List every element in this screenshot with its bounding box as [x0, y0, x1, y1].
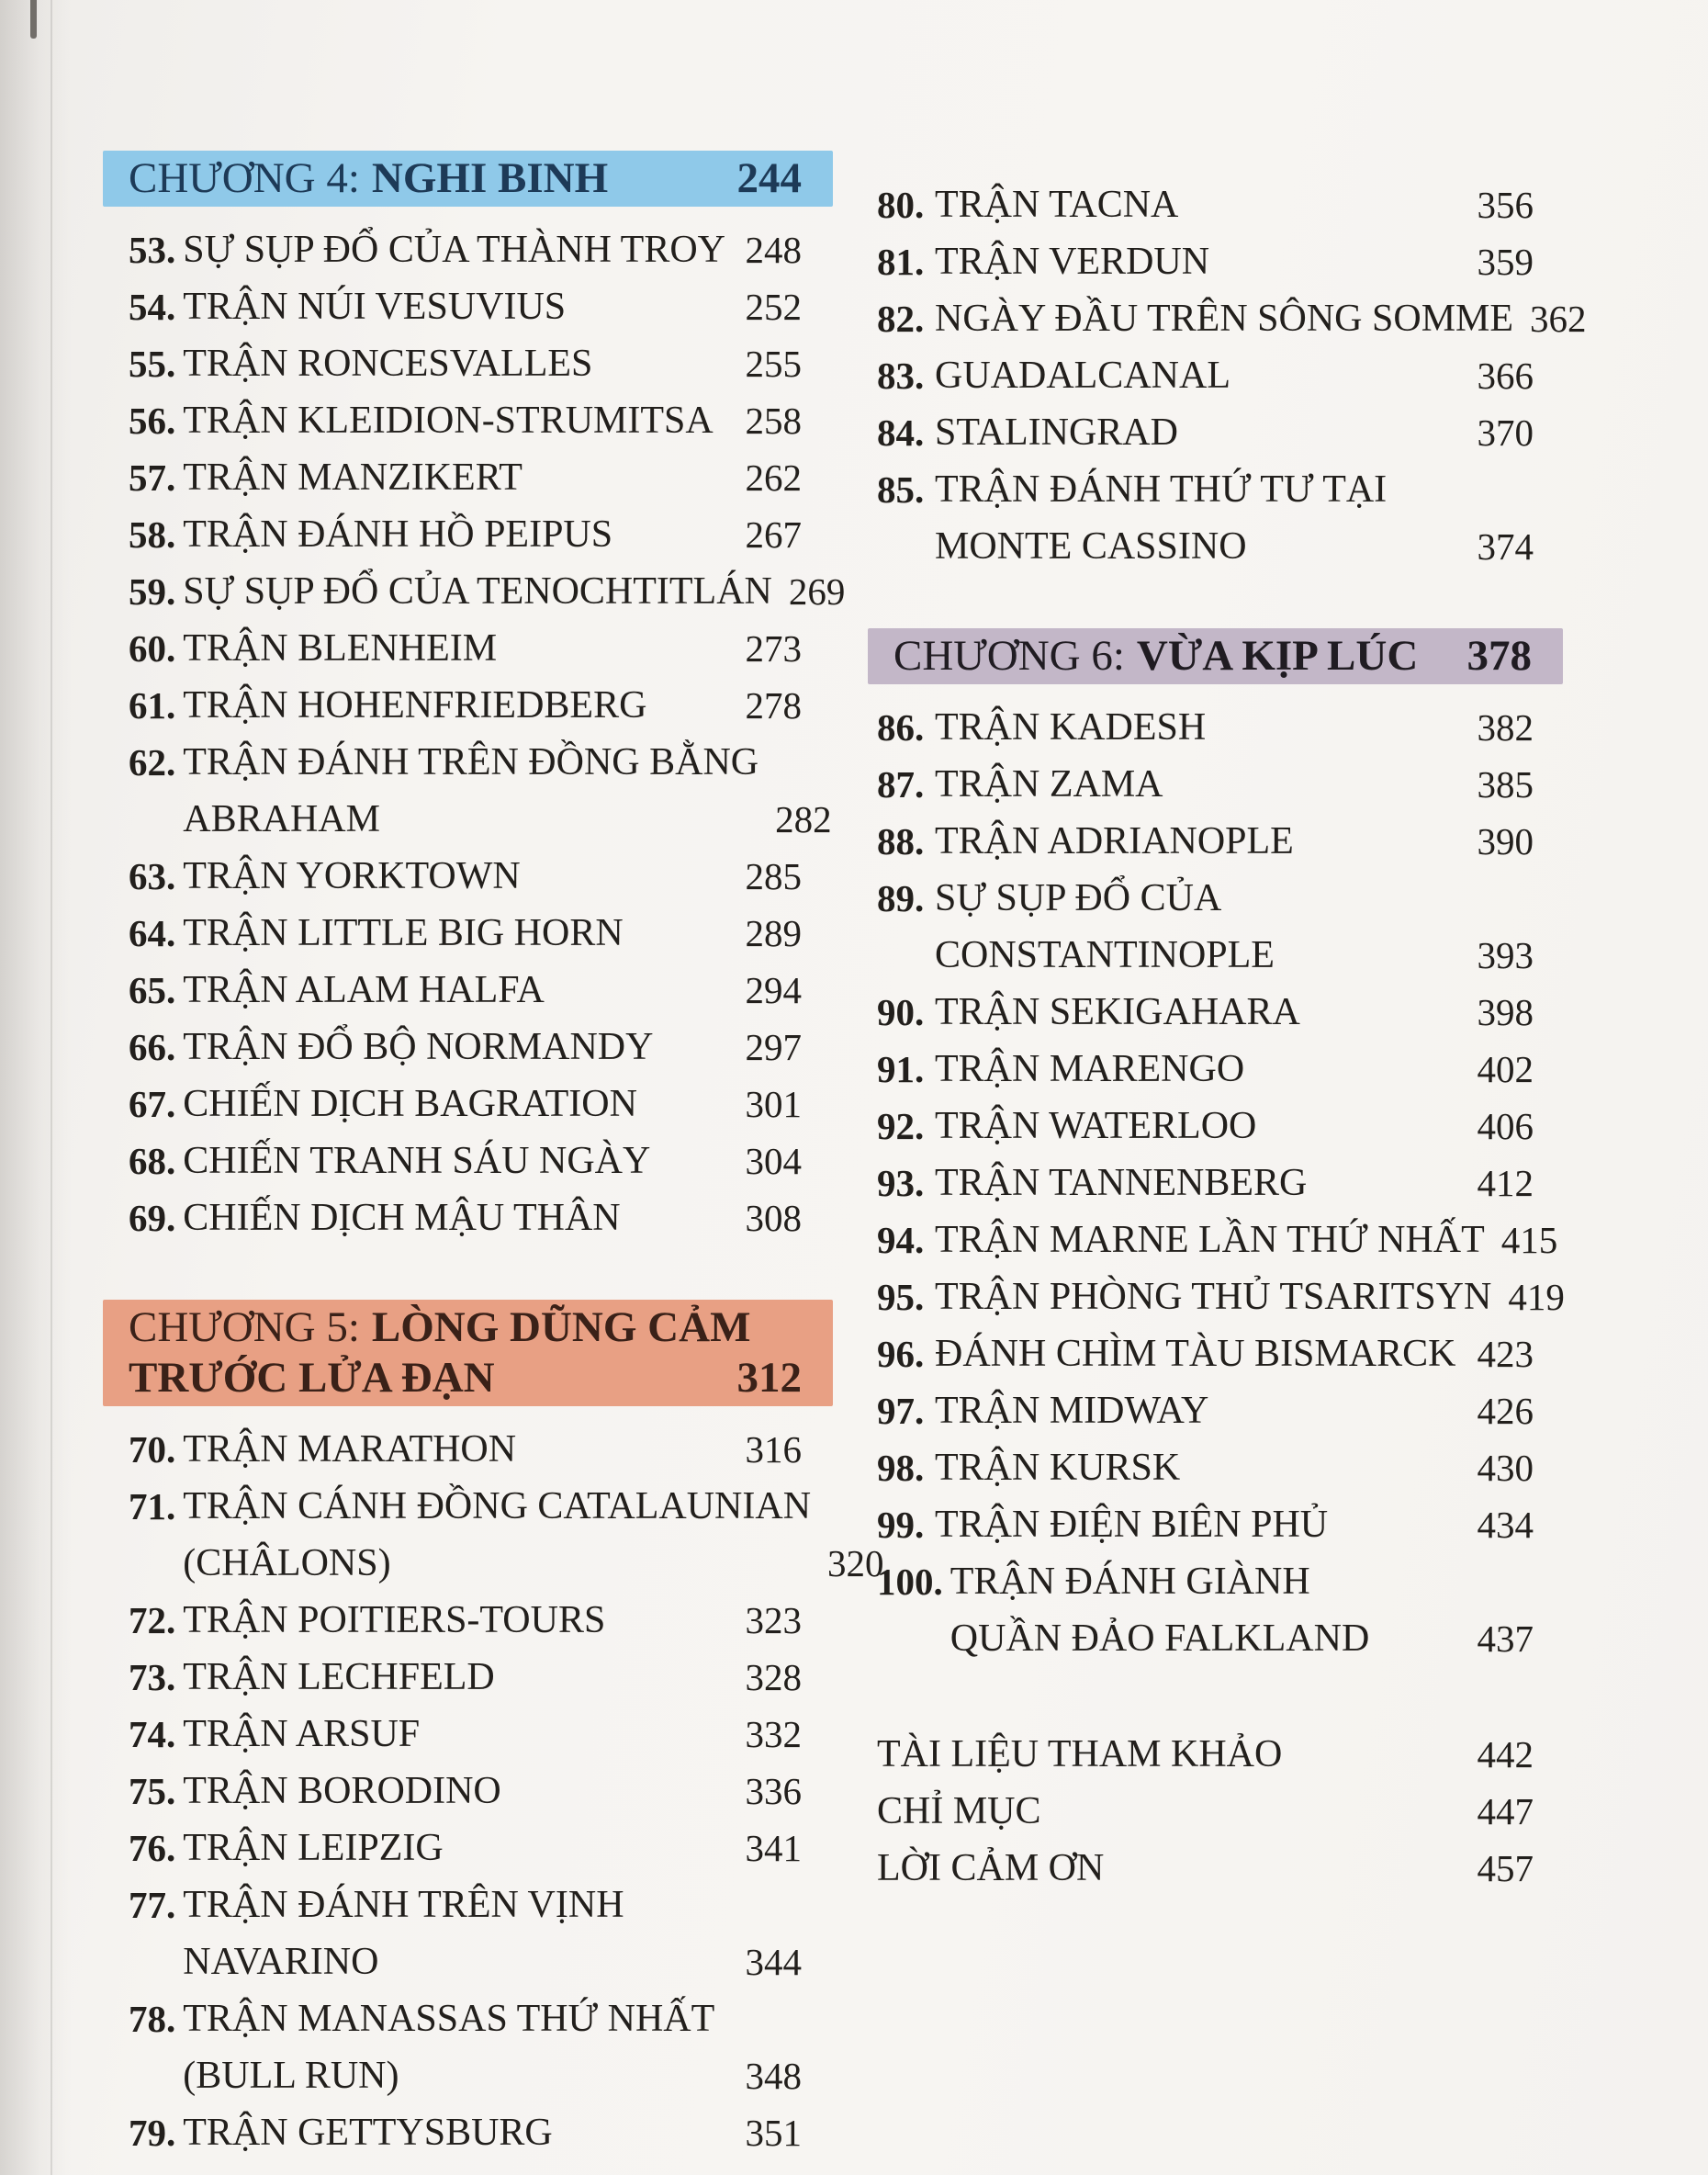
entry-title [183, 677, 745, 734]
entry-page: 370 [1477, 411, 1534, 454]
entry-title [183, 1421, 745, 1478]
entry-page: 426 [1477, 1390, 1534, 1432]
entry-number: 65. [129, 969, 176, 1011]
entry-title-line: SỰ SỤP ĐỔ CỦA [935, 877, 1222, 919]
entry-title-line: CHIẾN DỊCH MẬU THÂN [183, 1197, 621, 1239]
entry-number: 61. [129, 684, 176, 727]
entry-number: 88. [877, 820, 925, 862]
entry-title-line: TRẬN WATERLOO [935, 1105, 1257, 1147]
backmatter-page: 442 [1477, 1733, 1534, 1775]
entry-number: 90. [877, 991, 925, 1033]
entry-title-line: TRẬN KADESH [935, 706, 1207, 749]
entry-page: 382 [1477, 706, 1534, 749]
entry-title [183, 1706, 745, 1763]
chapter-title-2: TRƯỚC LỬA ĐẠN [129, 1354, 495, 1402]
entry-page: 332 [745, 1713, 802, 1755]
entry-number: 89. [877, 877, 925, 919]
entry-number: 70. [129, 1428, 176, 1471]
entry-page: 269 [788, 570, 846, 613]
toc-entry [868, 756, 1563, 813]
entry-title-line: SỰ SỤP ĐỔ CỦA THÀNH TROY [183, 229, 725, 271]
entry-number: 79. [129, 2112, 176, 2154]
entry-title [935, 1382, 1478, 1439]
toc-entry [103, 278, 833, 335]
entry-title [935, 1155, 1478, 1211]
entry-title [183, 1019, 745, 1076]
entry-title [183, 1990, 745, 2104]
backmatter-title: LỜI CẢM ƠN [877, 1847, 1105, 1889]
entry-title [183, 734, 775, 848]
entry-title-line: TRẬN MIDWAY [935, 1390, 1209, 1432]
toc-entry [868, 404, 1563, 461]
entry-page: 359 [1477, 241, 1534, 283]
entry-title-line: TRẬN MANASSAS THỨ NHẤT [183, 1998, 715, 2040]
entry-number: 93. [877, 1162, 925, 1204]
entry-title-line: TRẬN HOHENFRIEDBERG [183, 684, 647, 727]
entry-title-line: TRẬN ĐÁNH THỨ TƯ TẠI [935, 468, 1388, 511]
toc-entry [103, 563, 846, 620]
entry-title-line: TRẬN ĐÁNH TRÊN VỊNH [183, 1884, 624, 1926]
entry-page: 398 [1477, 991, 1534, 1033]
entry-page: 273 [745, 627, 802, 670]
entry-number: 60. [129, 627, 176, 670]
entry-page: 415 [1500, 1219, 1558, 1261]
toc-entry [103, 1706, 833, 1763]
toc-entry [103, 1076, 833, 1133]
toc-entry [103, 1820, 833, 1876]
entry-page: 323 [745, 1599, 802, 1641]
entry-title [935, 1268, 1508, 1325]
entry-title [935, 1439, 1478, 1496]
scan-edge-line [51, 0, 52, 2175]
entry-title-line: TRẬN TACNA [935, 184, 1179, 226]
entry-page: 285 [745, 855, 802, 897]
toc-entry [868, 1155, 1563, 1211]
toc-entry [868, 347, 1563, 404]
entry-title [183, 848, 745, 905]
chapter-title: VỪA KỊP LÚC [1136, 632, 1419, 680]
entry-title-line: TRẬN MARNE LẦN THỨ NHẤT [935, 1219, 1485, 1261]
entry-page: 248 [745, 229, 802, 271]
entry-number: 94. [877, 1219, 925, 1261]
scan-artifact [30, 0, 37, 39]
entry-title-line: TRẬN TANNENBERG [935, 1162, 1308, 1204]
toc-entry [868, 1268, 1563, 1325]
entry-title-line: TRẬN ADRIANOPLE [935, 820, 1294, 862]
toc-entry [103, 1649, 833, 1706]
entry-page: 385 [1477, 763, 1534, 806]
chapter-header [103, 151, 833, 207]
toc-entry [103, 1189, 833, 1246]
toc-entry [103, 221, 833, 278]
toc-entry [868, 699, 1563, 756]
entry-title [950, 1553, 1478, 1667]
entry-title [183, 392, 745, 449]
entry-title-line: TRẬN LEIPZIG [183, 1827, 444, 1869]
entry-title-line: NGÀY ĐẦU TRÊN SÔNG SOMME [935, 298, 1514, 340]
entry-page: 374 [1477, 525, 1534, 568]
toc-entry [103, 449, 833, 506]
entry-title-line: TRẬN KURSK [935, 1447, 1181, 1489]
entry-page: 320 [827, 1542, 884, 1584]
toc-entry [103, 392, 833, 449]
toc-entry [868, 1325, 1563, 1382]
entry-page: 304 [745, 1140, 802, 1182]
entry-page: 390 [1477, 820, 1534, 862]
entry-page: 406 [1477, 1105, 1534, 1147]
chapter-line2 [103, 1353, 833, 1403]
entry-number: 56. [129, 400, 176, 442]
toc-entry [103, 335, 833, 392]
entry-title-line: GUADALCANAL [935, 355, 1230, 397]
entry-title [183, 962, 745, 1019]
entry-title [935, 1325, 1478, 1382]
entry-number: 72. [129, 1599, 176, 1641]
entry-number: 77. [129, 1884, 176, 1926]
toc-entry [103, 620, 833, 677]
entry-title [183, 506, 745, 563]
entry-number: 82. [877, 298, 925, 340]
entry-number: 75. [129, 1770, 176, 1812]
entry-page: 278 [745, 684, 802, 727]
toc-column-left [103, 151, 884, 2161]
chapter-line1 [103, 153, 833, 204]
toc-entry [868, 233, 1563, 290]
entry-number: 63. [129, 855, 176, 897]
entry-title-line: TRẬN RONCESVALLES [183, 343, 593, 385]
chapter-line1 [103, 1302, 833, 1353]
toc-entry [103, 1990, 833, 2104]
entry-number: 57. [129, 456, 176, 499]
entry-number: 100. [877, 1561, 943, 1603]
entry-number: 84. [877, 411, 925, 454]
toc-entry [103, 1133, 833, 1189]
backmatter-title: CHỈ MỤC [877, 1790, 1041, 1832]
entry-title-line: TRẬN ĐỔ BỘ NORMANDY [183, 1026, 654, 1068]
toc-entry [868, 290, 1587, 347]
entry-title-line: MONTE CASSINO [935, 525, 1247, 568]
toc-entry [103, 1876, 833, 1990]
entry-title-line: TRẬN LECHFELD [183, 1656, 495, 1698]
entry-title-line: STALINGRAD [935, 411, 1178, 454]
entry-title-line: (CHÂLONS) [183, 1542, 391, 1584]
entry-title-line: CHIẾN DỊCH BAGRATION [183, 1083, 637, 1125]
entry-number: 64. [129, 912, 176, 954]
backmatter-item [868, 1783, 1563, 1840]
entry-number: 54. [129, 286, 176, 328]
entry-number: 62. [129, 741, 176, 783]
entry-page: 351 [745, 2112, 802, 2154]
toc-entry [103, 962, 833, 1019]
entry-number: 86. [877, 706, 925, 749]
backmatter-page: 447 [1477, 1790, 1534, 1832]
entry-page: 356 [1477, 184, 1534, 226]
entry-page: 430 [1477, 1447, 1534, 1489]
toc-entry [103, 1478, 884, 1592]
entry-title-line: TRẬN ĐÁNH HỒ PEIPUS [183, 513, 613, 556]
entry-title [935, 1496, 1478, 1553]
entry-page: 344 [745, 1941, 802, 1983]
entry-number: 99. [877, 1504, 925, 1546]
toc-entry [868, 984, 1563, 1041]
chapter-prefix: CHƯƠNG 4: [129, 154, 360, 202]
toc-entry [868, 1041, 1563, 1098]
toc-entry [868, 813, 1563, 870]
entry-title-line: CONSTANTINOPLE [935, 934, 1275, 976]
entry-title [935, 813, 1478, 870]
entry-title-line: TRẬN BLENHEIM [183, 627, 498, 670]
entry-title-line: TRẬN ZAMA [935, 763, 1163, 806]
entry-page: 437 [1477, 1617, 1534, 1660]
chapter-title: LÒNG DŨNG CẢM [371, 1303, 751, 1351]
entry-title-line: TRẬN GETTYSBURG [183, 2112, 553, 2154]
toc-entry [868, 1439, 1563, 1496]
entry-title [935, 404, 1478, 461]
entry-title [183, 1876, 745, 1990]
entry-number: 92. [877, 1105, 925, 1147]
backmatter-item [868, 1726, 1563, 1783]
entry-title [935, 290, 1530, 347]
entry-title [183, 1189, 745, 1246]
entry-title-line: TRẬN ĐIỆN BIÊN PHỦ [935, 1504, 1329, 1546]
entry-number: 69. [129, 1197, 176, 1239]
entry-title [183, 335, 745, 392]
entry-number: 87. [877, 763, 925, 806]
entry-number: 83. [877, 355, 925, 397]
entry-number: 67. [129, 1083, 176, 1125]
entry-title-line: (BULL RUN) [183, 2055, 399, 2097]
toc-entry [103, 1421, 833, 1478]
entry-title [935, 233, 1478, 290]
entry-title [183, 278, 745, 335]
entry-page: 255 [745, 343, 802, 385]
toc-entry [103, 1019, 833, 1076]
entry-title [935, 984, 1478, 1041]
toc-entry [868, 1098, 1563, 1155]
entry-title [935, 1211, 1501, 1268]
entry-page: 434 [1477, 1504, 1534, 1546]
toc-entry [868, 870, 1563, 984]
entry-title-line: TRẬN BORODINO [183, 1770, 501, 1812]
chapter-header [868, 628, 1563, 684]
toc-entry [103, 848, 833, 905]
chapter-title: NGHI BINH [371, 154, 609, 202]
toc-entry [103, 1592, 833, 1649]
entry-page: 289 [745, 912, 802, 954]
entry-title [183, 1133, 745, 1189]
entry-number: 59. [129, 570, 176, 613]
entry-number: 98. [877, 1447, 925, 1489]
chapter-prefix: CHƯƠNG 6: [893, 632, 1125, 680]
entry-title-line: TRẬN POITIERS-TOURS [183, 1599, 606, 1641]
toc-entry [868, 1553, 1563, 1667]
entry-page: 412 [1477, 1162, 1534, 1204]
toc-entry [868, 1496, 1563, 1553]
entry-page: 393 [1477, 934, 1534, 976]
entry-title-line: QUẦN ĐẢO FALKLAND [950, 1617, 1370, 1660]
entry-number: 85. [877, 468, 925, 511]
entry-number: 71. [129, 1485, 176, 1527]
entry-number: 55. [129, 343, 176, 385]
entry-page: 423 [1477, 1333, 1534, 1375]
toc-entry [868, 1211, 1563, 1268]
entry-title [183, 1763, 745, 1820]
entry-title-line: TRẬN KLEIDION-STRUMITSA [183, 400, 714, 442]
entry-page: 328 [745, 1656, 802, 1698]
toc-entry [103, 506, 833, 563]
entry-title-line: TRẬN NÚI VESUVIUS [183, 286, 567, 328]
entry-number: 80. [877, 184, 925, 226]
entry-title [935, 461, 1478, 575]
entry-title-line: TRẬN YORKTOWN [183, 855, 521, 897]
entry-title [183, 563, 789, 620]
toc-entry [868, 176, 1563, 233]
entry-page: 316 [745, 1428, 802, 1471]
entry-title-line: TRẬN ARSUF [183, 1713, 421, 1755]
entry-page: 282 [775, 798, 832, 840]
entry-number: 58. [129, 513, 176, 556]
entry-title [935, 347, 1478, 404]
entry-title-line: CHIẾN TRANH SÁU NGÀY [183, 1140, 651, 1182]
entry-title-line: TRẬN MANZIKERT [183, 456, 523, 499]
entry-page: 267 [745, 513, 802, 556]
entry-number: 78. [129, 1998, 176, 2040]
entry-title [935, 699, 1478, 756]
entry-title-line: SỰ SỤP ĐỔ CỦA TENOCHTITLÁN [183, 570, 772, 613]
chapter-page: 312 [736, 1354, 802, 1402]
entry-number: 95. [877, 1276, 925, 1318]
entry-number: 91. [877, 1048, 925, 1090]
entry-title [183, 620, 745, 677]
toc-entry [103, 677, 833, 734]
backmatter-page: 457 [1477, 1847, 1534, 1889]
entry-number: 73. [129, 1656, 176, 1698]
chapter-prefix: CHƯƠNG 5: [129, 1303, 360, 1351]
entry-number: 97. [877, 1390, 925, 1432]
chapter-page: 244 [736, 154, 802, 202]
entry-title-line: ĐÁNH CHÌM TÀU BISMARCK [935, 1333, 1456, 1375]
entry-title-line: TRẬN ĐÁNH TRÊN ĐỒNG BẰNG [183, 741, 759, 783]
entry-page: 252 [745, 286, 802, 328]
entry-title-line: ABRAHAM [183, 798, 380, 840]
entry-page: 258 [745, 400, 802, 442]
backmatter-title: TÀI LIỆU THAM KHẢO [877, 1733, 1283, 1775]
entry-title-line: TRẬN SEKIGAHARA [935, 991, 1300, 1033]
entry-page: 294 [745, 969, 802, 1011]
entry-title-line: TRẬN MARATHON [183, 1428, 517, 1471]
entry-title [183, 905, 745, 962]
entry-number: 53. [129, 229, 176, 271]
entry-number: 68. [129, 1140, 176, 1182]
entry-title [183, 449, 745, 506]
toc-entry [103, 1763, 833, 1820]
entry-page: 308 [745, 1197, 802, 1239]
entry-title [183, 1649, 745, 1706]
backmatter-item [868, 1840, 1563, 1897]
entry-page: 336 [745, 1770, 802, 1812]
entry-page: 297 [745, 1026, 802, 1068]
entry-title [183, 2104, 745, 2161]
entry-page: 402 [1477, 1048, 1534, 1090]
chapter-line1 [868, 631, 1563, 682]
entry-number: 74. [129, 1713, 176, 1755]
toc-entry [103, 2104, 833, 2161]
entry-title [935, 176, 1478, 233]
toc-entry [103, 905, 833, 962]
chapter-page: 378 [1466, 632, 1532, 680]
entry-number: 76. [129, 1827, 176, 1869]
entry-title [183, 1478, 827, 1592]
entry-title [183, 1592, 745, 1649]
entry-title [183, 1820, 745, 1876]
entry-page: 419 [1508, 1276, 1565, 1318]
entry-page: 362 [1530, 298, 1587, 340]
entry-page: 262 [745, 456, 802, 499]
toc-entry [868, 1382, 1563, 1439]
toc-entry [103, 734, 833, 848]
entry-page: 348 [745, 2055, 802, 2097]
entry-title-line: TRẬN MARENGO [935, 1048, 1245, 1090]
entry-title-line: TRẬN PHÒNG THỦ TSARITSYN [935, 1276, 1492, 1318]
toc-entry [868, 461, 1563, 575]
entry-title [183, 1076, 745, 1133]
entry-title-line: TRẬN ALAM HALFA [183, 969, 545, 1011]
entry-title-line: NAVARINO [183, 1941, 379, 1983]
entry-title [183, 221, 745, 278]
entry-page: 301 [745, 1083, 802, 1125]
entry-title-line: TRẬN CÁNH ĐỒNG CATALAUNIAN [183, 1485, 812, 1527]
toc-column-right [868, 176, 1587, 1897]
entry-title-line: TRẬN ĐÁNH GIÀNH [950, 1561, 1310, 1603]
entry-number: 96. [877, 1333, 925, 1375]
chapter-header [103, 1300, 833, 1406]
entry-title-line: TRẬN VERDUN [935, 241, 1210, 283]
entry-title [935, 756, 1478, 813]
entry-page: 341 [745, 1827, 802, 1869]
entry-number: 66. [129, 1026, 176, 1068]
entry-title [935, 870, 1478, 984]
entry-title [935, 1041, 1478, 1098]
entry-title-line: TRẬN LITTLE BIG HORN [183, 912, 624, 954]
entry-page: 366 [1477, 355, 1534, 397]
entry-number: 81. [877, 241, 925, 283]
page-gutter-shadow [0, 0, 72, 2175]
entry-title [935, 1098, 1478, 1155]
